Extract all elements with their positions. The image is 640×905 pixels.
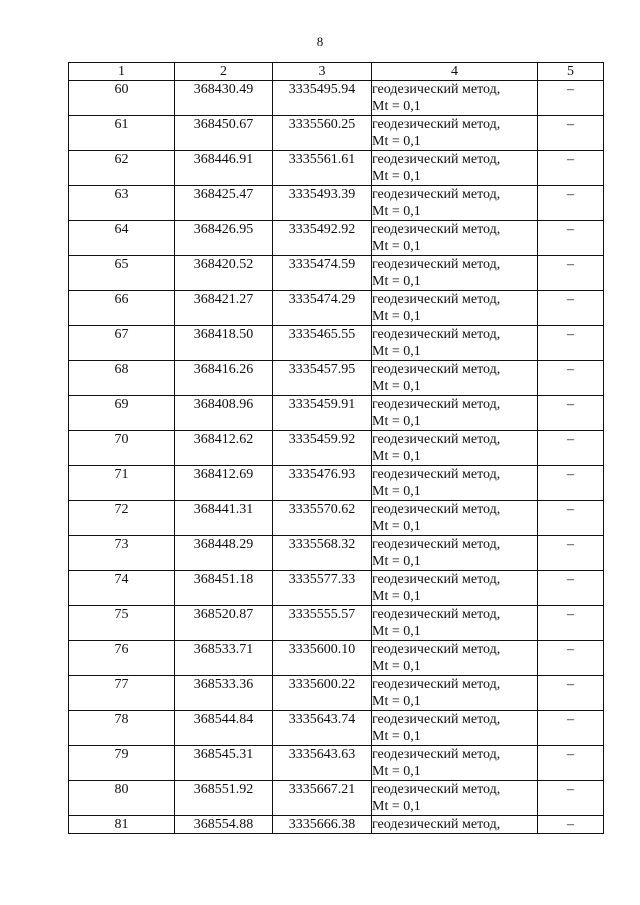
point-number-cell: 77 — [69, 676, 175, 711]
y-coordinate-cell: 3335493.39 — [273, 186, 372, 221]
method-cell — [372, 81, 538, 116]
method-text: геодезический метод, — [372, 572, 501, 587]
point-number-cell: 62 — [69, 151, 175, 186]
point-number-cell: 60 — [69, 81, 175, 116]
accuracy-text: Mt = 0,1 — [372, 799, 421, 814]
point-number-cell: 80 — [69, 781, 175, 816]
note-cell: – — [538, 186, 604, 221]
method-text: геодезический метод, — [372, 362, 501, 377]
x-coordinate-cell: 368544.84 — [175, 711, 273, 746]
table-row — [69, 711, 604, 746]
y-coordinate-cell: 3335495.94 — [273, 81, 372, 116]
note-cell: – — [538, 781, 604, 816]
accuracy-text: Mt = 0,1 — [372, 589, 421, 604]
point-number-cell: 75 — [69, 606, 175, 641]
x-coordinate-cell: 368551.92 — [175, 781, 273, 816]
accuracy-text: Mt = 0,1 — [372, 169, 421, 184]
method-cell — [372, 676, 538, 711]
y-coordinate-cell: 3335600.22 — [273, 676, 372, 711]
y-coordinate-cell: 3335667.21 — [273, 781, 372, 816]
column-header: 5 — [538, 63, 604, 81]
method-text: геодезический метод, — [372, 292, 501, 307]
note-cell: – — [538, 606, 604, 641]
table-body — [69, 81, 604, 834]
point-number-cell: 72 — [69, 501, 175, 536]
table-row — [69, 536, 604, 571]
point-number-cell: 71 — [69, 466, 175, 501]
method-text: геодезический метод, — [372, 222, 501, 237]
table-row — [69, 641, 604, 676]
accuracy-text: Mt = 0,1 — [372, 519, 421, 534]
point-number-cell: 69 — [69, 396, 175, 431]
table-row — [69, 151, 604, 186]
x-coordinate-cell: 368441.31 — [175, 501, 273, 536]
note-cell: – — [538, 641, 604, 676]
point-number-cell: 63 — [69, 186, 175, 221]
method-text: геодезический метод, — [372, 502, 501, 517]
note-cell: – — [538, 536, 604, 571]
method-cell — [372, 641, 538, 676]
method-text: геодезический метод, — [372, 82, 501, 97]
method-text: геодезический метод, — [372, 677, 501, 692]
point-number-cell: 73 — [69, 536, 175, 571]
accuracy-text: Mt = 0,1 — [372, 764, 421, 779]
accuracy-text: Mt = 0,1 — [372, 204, 421, 219]
note-cell: – — [538, 431, 604, 466]
accuracy-text: Mt = 0,1 — [372, 274, 421, 289]
x-coordinate-cell: 368420.52 — [175, 256, 273, 291]
method-text: геодезический метод, — [372, 642, 501, 657]
note-cell: – — [538, 116, 604, 151]
note-cell: – — [538, 326, 604, 361]
method-text: геодезический метод, — [372, 467, 501, 482]
table-row — [69, 291, 604, 326]
method-cell — [372, 396, 538, 431]
table-row — [69, 221, 604, 256]
method-text: геодезический метод, — [372, 327, 501, 342]
y-coordinate-cell: 3335577.33 — [273, 571, 372, 606]
method-cell — [372, 151, 538, 186]
y-coordinate-cell: 3335474.29 — [273, 291, 372, 326]
y-coordinate-cell: 3335560.25 — [273, 116, 372, 151]
note-cell: – — [538, 256, 604, 291]
point-number-cell: 67 — [69, 326, 175, 361]
point-number-cell: 79 — [69, 746, 175, 781]
note-cell: – — [538, 466, 604, 501]
method-cell — [372, 221, 538, 256]
point-number-cell: 66 — [69, 291, 175, 326]
x-coordinate-cell: 368545.31 — [175, 746, 273, 781]
point-number-cell: 76 — [69, 641, 175, 676]
x-coordinate-cell: 368451.18 — [175, 571, 273, 606]
accuracy-text: Mt = 0,1 — [372, 554, 421, 569]
x-coordinate-cell: 368426.95 — [175, 221, 273, 256]
table-row — [69, 326, 604, 361]
note-cell: – — [538, 361, 604, 396]
accuracy-text: Mt = 0,1 — [372, 694, 421, 709]
point-number-cell: 65 — [69, 256, 175, 291]
x-coordinate-cell: 368425.47 — [175, 186, 273, 221]
method-text: геодезический метод, — [372, 747, 501, 762]
column-header: 4 — [372, 63, 538, 81]
note-cell: – — [538, 711, 604, 746]
accuracy-text: Mt = 0,1 — [372, 624, 421, 639]
method-text: геодезический метод, — [372, 817, 501, 832]
y-coordinate-cell: 3335474.59 — [273, 256, 372, 291]
y-coordinate-cell: 3335465.55 — [273, 326, 372, 361]
x-coordinate-cell: 368430.49 — [175, 81, 273, 116]
x-coordinate-cell: 368533.36 — [175, 676, 273, 711]
table-row — [69, 781, 604, 816]
point-number-cell: 81 — [69, 816, 175, 834]
method-text: геодезический метод, — [372, 187, 501, 202]
table-row — [69, 361, 604, 396]
accuracy-text: Mt = 0,1 — [372, 414, 421, 429]
method-text: геодезический метод, — [372, 257, 501, 272]
note-cell: – — [538, 81, 604, 116]
method-text: геодезический метод, — [372, 152, 501, 167]
note-cell: – — [538, 396, 604, 431]
y-coordinate-cell: 3335457.95 — [273, 361, 372, 396]
x-coordinate-cell: 368533.71 — [175, 641, 273, 676]
column-header: 2 — [175, 63, 273, 81]
accuracy-text: Mt = 0,1 — [372, 99, 421, 114]
table-row — [69, 571, 604, 606]
column-header: 1 — [69, 63, 175, 81]
note-cell: – — [538, 571, 604, 606]
note-cell: – — [538, 221, 604, 256]
x-coordinate-cell: 368416.26 — [175, 361, 273, 396]
accuracy-text: Mt = 0,1 — [372, 134, 421, 149]
method-text: геодезический метод, — [372, 432, 501, 447]
method-cell — [372, 326, 538, 361]
table-row — [69, 186, 604, 221]
accuracy-text: Mt = 0,1 — [372, 239, 421, 254]
table-row — [69, 466, 604, 501]
accuracy-text: Mt = 0,1 — [372, 344, 421, 359]
method-text: геодезический метод, — [372, 782, 501, 797]
note-cell: – — [538, 501, 604, 536]
y-coordinate-cell: 3335643.63 — [273, 746, 372, 781]
method-cell — [372, 501, 538, 536]
accuracy-text: Mt = 0,1 — [372, 659, 421, 674]
x-coordinate-cell: 368450.67 — [175, 116, 273, 151]
table-row — [69, 606, 604, 641]
method-text: геодезический метод, — [372, 712, 501, 727]
method-text: геодезический метод, — [372, 117, 501, 132]
method-cell — [372, 606, 538, 641]
coordinates-table — [68, 62, 604, 834]
table-row — [69, 116, 604, 151]
x-coordinate-cell: 368554.88 — [175, 816, 273, 834]
x-coordinate-cell: 368448.29 — [175, 536, 273, 571]
table-row — [69, 676, 604, 711]
note-cell: – — [538, 151, 604, 186]
method-text: геодезический метод, — [372, 607, 501, 622]
note-cell: – — [538, 676, 604, 711]
point-number-cell: 70 — [69, 431, 175, 466]
accuracy-text: Mt = 0,1 — [372, 484, 421, 499]
point-number-cell: 68 — [69, 361, 175, 396]
method-cell — [372, 361, 538, 396]
y-coordinate-cell: 3335459.91 — [273, 396, 372, 431]
x-coordinate-cell: 368520.87 — [175, 606, 273, 641]
y-coordinate-cell: 3335476.93 — [273, 466, 372, 501]
method-cell — [372, 291, 538, 326]
y-coordinate-cell: 3335555.57 — [273, 606, 372, 641]
accuracy-text: Mt = 0,1 — [372, 379, 421, 394]
point-number-cell: 64 — [69, 221, 175, 256]
method-cell — [372, 781, 538, 816]
x-coordinate-cell: 368446.91 — [175, 151, 273, 186]
method-cell — [372, 536, 538, 571]
method-text: геодезический метод, — [372, 537, 501, 552]
note-cell: – — [538, 816, 604, 834]
method-cell — [372, 816, 538, 834]
table-row — [69, 431, 604, 466]
table-row — [69, 81, 604, 116]
table-row — [69, 746, 604, 781]
x-coordinate-cell: 368418.50 — [175, 326, 273, 361]
page-number: 8 — [316, 34, 324, 49]
x-coordinate-cell: 368412.62 — [175, 431, 273, 466]
method-cell — [372, 711, 538, 746]
x-coordinate-cell: 368421.27 — [175, 291, 273, 326]
method-cell — [372, 256, 538, 291]
y-coordinate-cell: 3335666.38 — [273, 816, 372, 834]
method-cell — [372, 746, 538, 781]
y-coordinate-cell: 3335561.61 — [273, 151, 372, 186]
table-row — [69, 816, 604, 834]
y-coordinate-cell: 3335600.10 — [273, 641, 372, 676]
method-text: геодезический метод, — [372, 397, 501, 412]
table-row — [69, 501, 604, 536]
accuracy-text: Mt = 0,1 — [372, 309, 421, 324]
x-coordinate-cell: 368412.69 — [175, 466, 273, 501]
y-coordinate-cell: 3335568.32 — [273, 536, 372, 571]
x-coordinate-cell: 368408.96 — [175, 396, 273, 431]
point-number-cell: 74 — [69, 571, 175, 606]
table-row — [69, 256, 604, 291]
method-cell — [372, 116, 538, 151]
y-coordinate-cell: 3335643.74 — [273, 711, 372, 746]
table-row — [69, 396, 604, 431]
point-number-cell: 78 — [69, 711, 175, 746]
method-cell — [372, 186, 538, 221]
note-cell: – — [538, 291, 604, 326]
accuracy-text: Mt = 0,1 — [372, 449, 421, 464]
y-coordinate-cell: 3335459.92 — [273, 431, 372, 466]
note-cell: – — [538, 746, 604, 781]
method-cell — [372, 571, 538, 606]
column-header: 3 — [273, 63, 372, 81]
y-coordinate-cell: 3335570.62 — [273, 501, 372, 536]
y-coordinate-cell: 3335492.92 — [273, 221, 372, 256]
method-cell — [372, 431, 538, 466]
table-header-row — [69, 63, 604, 81]
method-cell — [372, 466, 538, 501]
accuracy-text: Mt = 0,1 — [372, 729, 421, 744]
point-number-cell: 61 — [69, 116, 175, 151]
